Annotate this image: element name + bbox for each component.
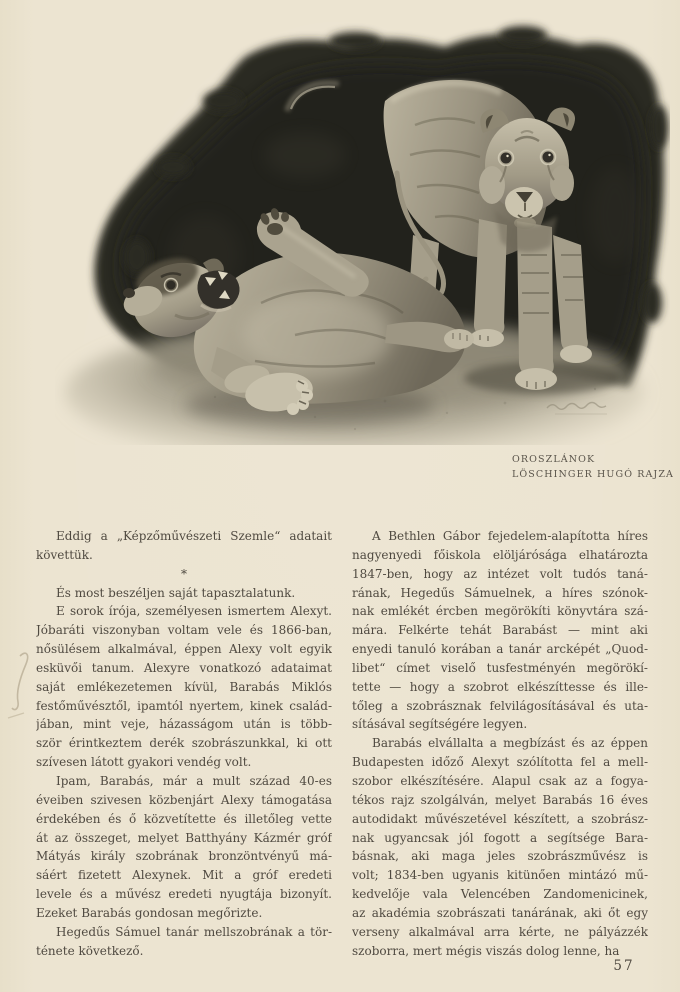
text-line: levele és a művész eredeti nyugtája bizonyít. <box>36 887 332 902</box>
text-line: Mátyás király szobrának bronzöntvényű má- <box>36 849 332 864</box>
text-line: A Bethlen Gábor fejedelem-alapította híres <box>372 529 648 543</box>
body-text <box>36 527 648 960</box>
text-line: tette — hogy a szobrot elkészíttesse és ille- <box>352 679 648 694</box>
illustration-caption <box>512 452 677 482</box>
text-line: mára. Felkérte tehát Barabást — mint aki <box>352 623 648 638</box>
text-line: Barabás elvállalta a megbízást és az éppen <box>372 736 648 751</box>
lions-drawing <box>55 5 670 445</box>
text-line: rának, Hegedűs Sámuelnek, a híres szónok- <box>352 585 648 600</box>
text-line: szívesen látott gyakori vendég volt. <box>36 755 252 770</box>
text-line: sításával segítségére legyen. <box>352 717 528 732</box>
text-line: Jóbaráti viszonyban voltam vele és 1866-ban, <box>36 623 332 638</box>
caption-credit: LÖSCHINGER HUGÓ RAJZA <box>512 469 674 480</box>
text-line: nak emlékét ércben megörökíti könyvtára szá- <box>352 604 648 619</box>
text-line: 1847-ben, hogy az intézet volt tudós taná- <box>352 566 648 581</box>
text-line: Ipam, Barabás, már a mult század 40-es <box>56 773 332 788</box>
text-line: nősülésem alkalmával, éppen Alexy volt egyik <box>36 642 332 657</box>
text-line: És most beszéljen saját tapasztalatunk. <box>56 585 296 600</box>
text-line: Budapesten időző Alexyt szólította fel a mell- <box>352 755 648 770</box>
text-line: követtük. <box>36 547 93 562</box>
text-line: enyedi tanuló korában a tanár arcképét „Quod- <box>352 642 648 657</box>
text-line: libet“ címet viselő tusfestményén megörökí- <box>352 660 648 675</box>
text-line: Hegedűs Sámuel tanár mellszobrának a tör- <box>56 924 332 939</box>
text-line: Eddig a „Képzőművészeti Szemle“ adatait <box>56 529 332 543</box>
lion-illustration-plate <box>55 5 670 445</box>
text-line: ször érintkeztem derék szobrászunkkal, ki ott <box>36 736 332 751</box>
text-line: festőművésztől, ipamtól nyertem, kinek család- <box>36 698 332 713</box>
text-line: saját emlékezetemen kívül, Barabás Miklós <box>36 679 332 694</box>
text-line: át az összeget, melyet Batthyány Kázmér gróf <box>36 830 332 845</box>
text-line: nak ugyancsak jól fogott a segítsége Bara- <box>352 830 648 845</box>
text-line: básnak, aki maga jeles szobrászművész is <box>352 849 648 864</box>
text-line: kedvelője vala Velencében Zandomenicinek, <box>352 887 648 902</box>
text-line: Ezeket Barabás gondosan megőrizte. <box>36 905 263 920</box>
page-number: 57 <box>613 958 635 974</box>
text-line: szobor elkészítésére. Alapul csak az a fogya- <box>352 773 648 788</box>
section-separator: * <box>181 566 187 581</box>
text-line: jában, mint veje, házasságom után is több- <box>36 717 332 732</box>
text-line: ténete következő. <box>36 943 144 958</box>
text-line: E sorok írója, személyesen ismertem Alexyt. <box>56 604 332 619</box>
text-line: az akadémia szobrászati tanárának, aki őt egy <box>352 905 648 920</box>
text-line: volt; 1834-ben ugyanis kitünően mintázó mű- <box>352 868 648 883</box>
text-column-left <box>36 527 332 960</box>
text-line: sáért fizetett Alexynek. Mit a gróf eredeti <box>36 868 332 883</box>
text-line: verseny alkalmával arra kérte, ne pályázzék <box>352 924 648 939</box>
text-line: érdekében és ő közvetítette és illetőleg vette <box>36 811 332 826</box>
text-line: nagyenyedi főiskola elöljárósága elhatározta <box>352 547 648 562</box>
text-line: tőleg a szobrásznak felvilágosításával és uta- <box>352 698 648 713</box>
text-line: tékos rajz szolgálván, melyet Barabás 16 éves <box>352 792 648 807</box>
caption-title: OROSZLÁNOK <box>512 454 596 465</box>
text-line: éveiben szivesen közbenjárt Alexy támogatása <box>36 792 332 807</box>
margin-pencil-mark <box>6 648 34 738</box>
text-line: szoborra, mert mégis viszás dolog lenne, ha <box>352 943 620 958</box>
text-column-right <box>352 527 648 960</box>
text-line: autodidakt művészetével készített, a szobrász- <box>352 811 648 826</box>
text-line: esküvői tanum. Alexyre vonatkozó adataimat <box>36 660 332 675</box>
